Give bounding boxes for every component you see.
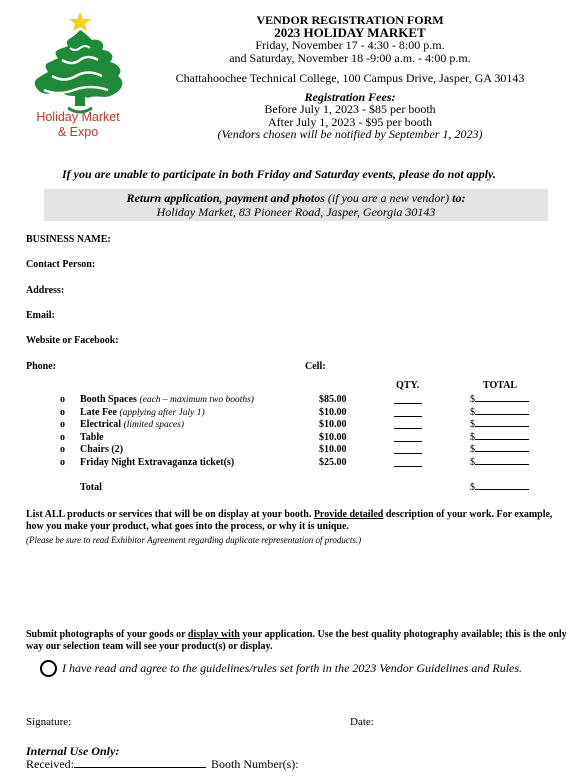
- total-header: TOTAL: [483, 380, 518, 391]
- fee-item-row: [60, 394, 540, 407]
- return-address: Holiday Market, 83 Pioneer Road, Jasper, Georgia 30143: [156, 205, 436, 219]
- item-total-field[interactable]: $: [470, 432, 529, 445]
- email-field[interactable]: Email:: [26, 310, 55, 321]
- fee-item-row: [60, 444, 540, 457]
- item-price: $10.00: [319, 444, 347, 455]
- grand-total-field[interactable]: $: [470, 482, 529, 495]
- qty-field[interactable]: [394, 441, 422, 442]
- item-price: $25.00: [319, 456, 347, 468]
- agreement-radio[interactable]: [40, 660, 57, 677]
- website-field[interactable]: Website or Facebook:: [26, 335, 119, 346]
- event-location: Chattahoochee Technical College, 100 Campus Drive, Jasper, GA 30143: [175, 71, 525, 85]
- cell-field[interactable]: Cell:: [305, 361, 326, 372]
- form-header: [150, 14, 550, 141]
- event-date-1: Friday, November 17 - 4:30 - 8:00 p.m.: [255, 38, 445, 52]
- item-price: $10.00: [319, 419, 347, 430]
- products-instructions: List ALL products or services that will be on display at your booth. Provide detailed description of your work. For example, how you make your product, what goes into the process, or why it is unique.: [26, 509, 553, 532]
- qty-field[interactable]: [394, 453, 422, 454]
- fee-items-table: [60, 394, 540, 469]
- products-note: (Please be sure to read Exhibitor Agreement regarding duplicate representation of products.): [26, 535, 362, 545]
- christmas-tree-icon: [22, 10, 134, 120]
- item-name: Electrical (limited spaces): [80, 419, 185, 430]
- agreement-text: I have read and agree to the guidelines/rules set forth in the 2023 Vendor Guidelines and Rules.: [62, 661, 523, 675]
- qty-field[interactable]: [394, 416, 422, 417]
- photos-instructions: Submit photographs of your goods or display with your application. Use the best quality photography available; this is the only way our selection team will see your product(s) or display.: [26, 629, 567, 652]
- item-name: Chairs (2): [80, 444, 124, 455]
- contact-person-field[interactable]: Contact Person:: [26, 259, 96, 270]
- return-paren-text: (if you are a new vendor): [327, 191, 450, 205]
- item-total-field[interactable]: $: [470, 394, 529, 407]
- bullet-icon: o: [60, 394, 65, 405]
- item-total-field[interactable]: $: [470, 457, 529, 470]
- date-field[interactable]: Date:: [350, 716, 374, 728]
- received-label: Received:: [26, 757, 74, 771]
- item-name: Late Fee (applying after July 1): [80, 406, 205, 418]
- item-total-field[interactable]: $: [470, 444, 529, 457]
- address-field[interactable]: Address:: [26, 285, 65, 296]
- item-price: $10.00: [319, 431, 347, 443]
- item-price: $10.00: [319, 406, 347, 418]
- fee-item-row: [60, 407, 540, 420]
- qty-field[interactable]: [394, 466, 422, 467]
- return-to-text: to:: [452, 191, 466, 205]
- internal-received-row: [26, 757, 299, 772]
- fee-before: Before July 1, 2023 - $85 per booth: [264, 102, 436, 116]
- logo-line-2: & Expo: [57, 125, 99, 139]
- fee-after: After July 1, 2023 - $95 per booth: [268, 114, 432, 129]
- item-name: Table: [80, 431, 104, 443]
- bullet-icon: o: [60, 444, 65, 455]
- bullet-icon: o: [60, 456, 65, 468]
- item-total-field[interactable]: $: [470, 407, 529, 420]
- return-address-box: [44, 189, 548, 221]
- booth-number-label: Booth Number(s):: [210, 757, 299, 771]
- bullet-icon: o: [60, 406, 65, 418]
- form-title: VENDOR REGISTRATION FORM: [256, 13, 444, 27]
- fee-item-row: [60, 419, 540, 432]
- phone-field[interactable]: Phone:: [26, 361, 56, 372]
- received-field[interactable]: [74, 767, 206, 768]
- business-name-field[interactable]: BUSINESS NAME:: [26, 234, 111, 245]
- item-total-field[interactable]: $: [470, 419, 529, 432]
- item-name: Friday Night Extravaganza ticket(s): [80, 456, 235, 468]
- bullet-icon: o: [60, 419, 65, 430]
- item-name: Booth Spaces (each – maximum two booths): [80, 394, 254, 405]
- event-title: 2023 HOLIDAY MARKET: [274, 24, 426, 40]
- event-date-2: and Saturday, November 18 -9:00 a.m. - 4:00 p.m.: [229, 50, 471, 65]
- logo-line-1: Holiday Market: [36, 110, 120, 124]
- item-price: $85.00: [319, 394, 347, 405]
- fee-item-row: [60, 457, 540, 470]
- fee-item-row: [60, 432, 540, 445]
- bullet-icon: o: [60, 431, 65, 443]
- signature-field[interactable]: Signature:: [26, 716, 72, 728]
- fees-title: Registration Fees:: [304, 89, 396, 104]
- qty-header: QTY.: [396, 380, 420, 391]
- return-bold-text: Return application, payment and photos: [126, 191, 325, 205]
- qty-field[interactable]: [394, 428, 422, 429]
- fee-note: (Vendors chosen will be notified by September 1, 2023): [217, 127, 483, 141]
- participation-notice: If you are unable to participate in both Friday and Saturday events, please do not apply.: [62, 167, 496, 181]
- qty-field[interactable]: [394, 403, 422, 404]
- internal-use-title: Internal Use Only:: [26, 744, 120, 758]
- total-label: Total: [80, 482, 102, 493]
- holiday-market-logo: [22, 10, 134, 145]
